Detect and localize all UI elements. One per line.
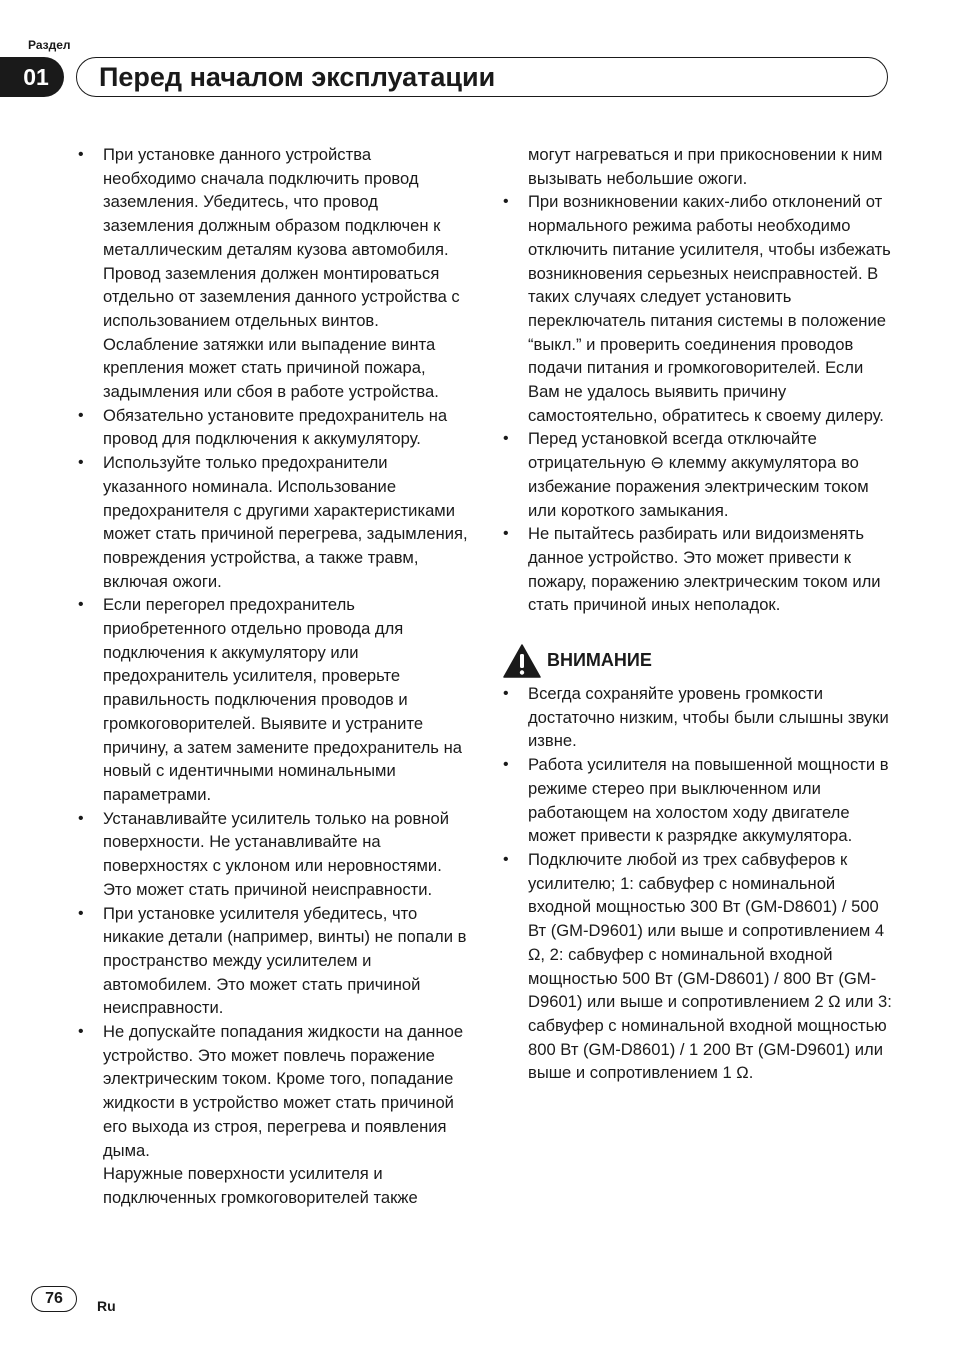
list-item: • Обязательно установите предохранитель на провод для подключения к аккумулятору. <box>78 405 448 449</box>
bullet-icon: • <box>78 146 84 163</box>
list-item: • При установке усилителя убедитесь, что никакие детали (например, винты) не попали в пространство между усилителем и автомобилем. Это может стать причиной неисправности. <box>78 903 467 1018</box>
bullet-icon: • <box>78 1023 84 1041</box>
bullet-icon: • <box>503 685 509 703</box>
left-bullet-list <box>78 143 468 1162</box>
bullet-icon: • <box>78 596 84 614</box>
list-item: • Не допускайте попадания жидкости на данное устройство. Это может повлечь поражение электрическим током. Кроме того, попадание жидкости в устройство может стать причиной его выхода из строя, перегрева и появления дыма. <box>78 1022 464 1160</box>
bullet-icon: • <box>503 525 509 543</box>
list-item: • Если перегорел предохранитель приобретенного отдельно провода для подключения к аккумулятору или предохранитель усилителя, проверьте правильность подключения проводов и громкоговорителей. Выявите и устраните причину, а затем замените предохранитель на новый с идентичными номинальными параметрами. <box>78 595 462 804</box>
page-number: 76 <box>31 1286 77 1312</box>
continuation-paragraph: Наружные поверхности усилителя и подключенных громкоговорителей также <box>103 1164 418 1207</box>
bullet-icon: • <box>78 904 84 922</box>
list-item: • Используйте только предохранители указанного номинала. Использование предохранителя с другими характеристиками может стать причиной перегрева, задымления, повреждения устройства, а также травм, включая ожоги. <box>78 453 468 591</box>
warning-triangle-icon <box>503 644 541 678</box>
list-item: • Устанавливайте усилитель только на ровной поверхности. Не устанавливайте на поверхностях с уклоном или неровностями. Это может стать причиной неисправности. <box>78 808 450 899</box>
bullet-icon: • <box>503 850 509 868</box>
warning-bullet-list <box>503 682 895 1085</box>
right-column <box>503 143 895 1085</box>
list-item: • Всегда сохраняйте уровень громкости достаточно низким, чтобы были слышны звуки извне. <box>503 684 889 751</box>
page-title-box <box>76 57 888 97</box>
list-item: • Подключите любой из трех сабвуферов к усилителю; 1: сабвуфер с номинальной входной мощностью 300 Вт (GM-D8601) / 500 Вт (GM-D9601) или выше и сопротивлением 4 Ω, 2: сабвуфер с номинальной входной мощностью 500 Вт (GM-D8601) / 800 Вт (GM-D9601) или выше и сопротивлением 2 Ω или 3: сабвуфер с номинальной входной мощностью 800 Вт (GM-D8601) / 1 200 Вт (GM-D9601) или выше и сопротивлением 1 Ω. <box>503 849 892 1083</box>
section-label: Раздел <box>28 38 71 52</box>
continuation-paragraph: могут нагреваться и при прикосновении к ним вызывать небольшие ожоги. <box>528 145 883 188</box>
bullet-icon: • <box>78 406 84 424</box>
warning-title: ВНИМАНИЕ <box>547 650 652 671</box>
list-item: • При возникновении каких-либо отклонений от нормального режима работы необходимо отключить питание усилителя, чтобы избежать возникновения серьезных неисправностей. В таких случаях следует установить переключатель питания системы в положение “выкл.” и проверить соединения проводов подачи питания и громкоговорителей. Если Вам не удалось выявить причину самостоятельно, обратитесь к своему дилеру. <box>503 192 891 425</box>
bullet-icon: • <box>78 809 84 827</box>
bullet-icon: • <box>503 430 509 448</box>
bullet-icon: • <box>78 454 84 472</box>
bullet-icon: • <box>503 193 509 211</box>
bullet-icon: • <box>503 756 509 774</box>
list-item: • Перед установкой всегда отключайте отрицательную ⊖ клемму аккумулятора во избежание поражения электрическим током или короткого замыкания. <box>503 429 869 520</box>
list-item: • При установке данного устройства необходимо сначала подключить провод заземления. Убедитесь, что провод заземления должным образом подключен к металлическим деталям кузова автомобиля. Провод заземления должен монтироваться отдельно от заземления данного устройства с использованием отдельных винтов. Ослабление затяжки или выпадение винта крепления может стать причиной пожара, задымления или сбоя в работе устройства. <box>78 145 460 402</box>
left-column <box>78 143 468 1210</box>
warning-heading <box>503 644 895 678</box>
list-item: • Работа усилителя на повышенной мощности в режиме стерео при выключенном или работающем на холостом ходу двигателе может привести к разрядке аккумулятора. <box>503 755 889 846</box>
language-code: Ru <box>97 1298 116 1314</box>
list-item: • Не пытайтесь разбирать или видоизменять данное устройство. Это может привести к пожару, поражению электрическим током или стать причиной иных неполадок. <box>503 524 881 615</box>
section-number-badge: 01 <box>0 57 64 97</box>
page-title: Перед началом эксплуатации <box>99 61 496 92</box>
right-bullet-list <box>503 190 895 617</box>
